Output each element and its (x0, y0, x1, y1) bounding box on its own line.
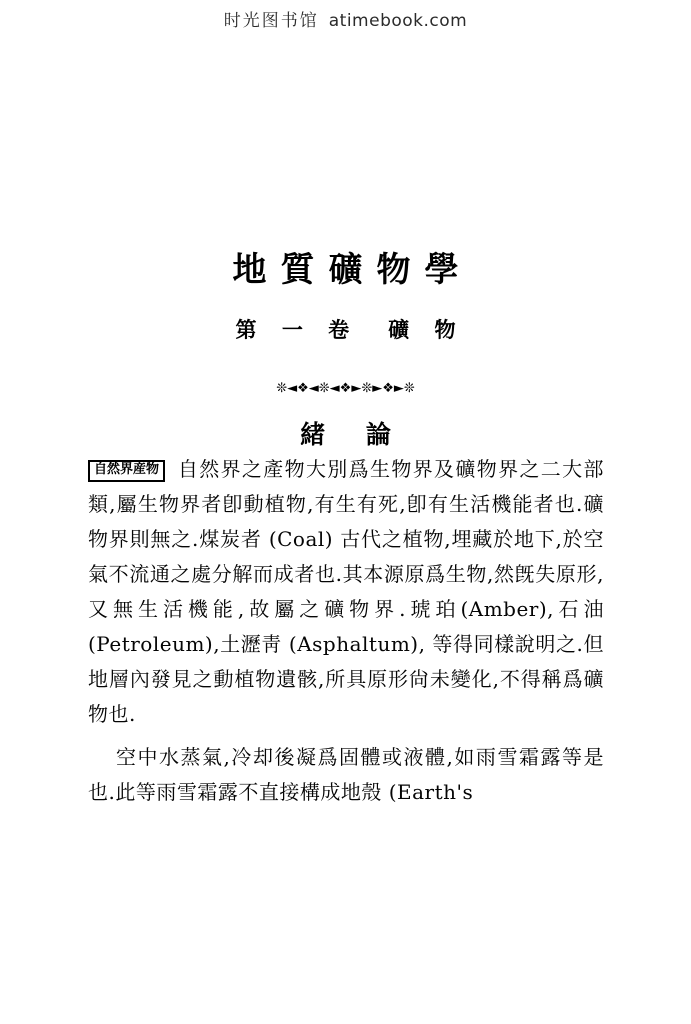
volume-line (0, 314, 691, 344)
watermark-chinese: 时光图书馆 (223, 11, 319, 31)
watermark-latin: atimebook.com (328, 11, 468, 31)
paragraph-first-text: 自然界之產物大別爲生物界及礦物界之二大部類,屬生物界者卽動植物,有生有死,卽有生活機能者也.礦物界則無之.煤炭者 (Coal) 古代之植物,埋藏於地下,於空氣不流通之處分解而成者也.其本源原爲生物,然旣失原形,又無生活機能,故屬之礦物界.琥珀(Amber),石油(Petroleum),土瀝靑 (Asphaltum), 等得同樣說明之.但地層內發見之動植物遺骸,所具原形尙未變化,不得稱爲礦物也. (88, 457, 604, 726)
volume-topic: 礦 物 (388, 317, 465, 343)
paragraph-second: 空中水蒸氣,冷却後凝爲固體或液體,如雨雪霜露等是也.此等雨雪霜露不直接構成地殼 (Earth's (88, 745, 604, 804)
volume-number: 第 一 卷 (235, 317, 359, 343)
margin-keyword-box: 自然界産物 (88, 460, 165, 482)
body-text (88, 452, 604, 810)
section-heading: 緒 論 (300, 420, 407, 449)
title-block (0, 252, 691, 344)
ornament-divider: ❊◄❖◄❊◄❖►❊►❖►❊ (276, 381, 415, 396)
page-title: 地質礦物學 (232, 250, 473, 290)
site-watermark (0, 6, 691, 31)
paragraph-first (88, 452, 604, 732)
